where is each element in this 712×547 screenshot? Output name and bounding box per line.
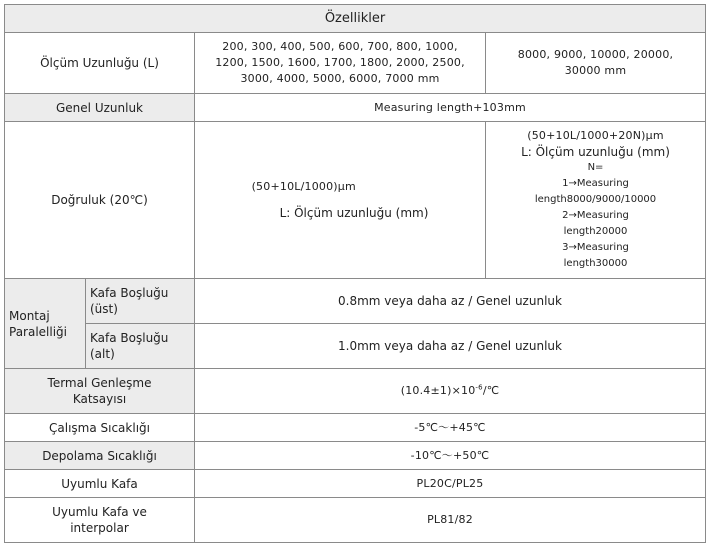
head-clearance-upper-label: Kafa Boşluğu (üst) [86,279,195,324]
measuring-length-label: Ölçüm Uzunluğu (L) [5,33,195,94]
specifications-table [4,4,706,543]
compatible-head-interpolator-label: Uyumlu Kafa ve interpolar [5,498,195,543]
head-clearance-lower-label: Kafa Boşluğu (alt) [86,324,195,369]
storage-temp-label: Depolama Sıcaklığı [5,442,195,470]
overall-length-value: Measuring length+103mm [195,94,706,122]
measuring-length-standard: 200, 300, 400, 500, 600, 700, 800, 1000, 1200, 1500, 1600, 1700, 1800, 2000, 2500, 3000, 4000, 5000, 6000, 7000 mm [195,33,486,94]
measuring-length-long: 8000, 9000, 10000, 20000, 30000 mm [486,33,706,94]
operating-temp-label: Çalışma Sıcaklığı [5,414,195,442]
table-title: Özellikler [5,5,706,33]
compatible-head-label: Uyumlu Kafa [5,470,195,498]
thermal-expansion-value: $(10.4\pm 1)\times 10^{-6}/℃$ [195,369,706,414]
head-clearance-upper-value: 0.8mm veya daha az / Genel uzunluk [195,279,706,324]
thermal-expansion-label: Termal Genleşme Katsayısı [5,369,195,414]
compatible-head-interpolator-value: PL81/82 [195,498,706,543]
accuracy-long: (50+10L/1000+20N)μm L: Ölçüm uzunluğu (mm) N= 1→Measuring length8000/9000/10000 2→Measuring length20000 3→Measuring length30000 [486,122,706,279]
head-clearance-lower-value: 1.0mm veya daha az / Genel uzunluk [195,324,706,369]
accuracy-standard: (50+10L/1000)μm L: Ölçüm uzunluğu (mm) [195,122,486,279]
compatible-head-value: PL20C/PL25 [195,470,706,498]
mounting-parallelism-label: Montaj Paralelliği [5,279,86,369]
operating-temp-value: -5℃～+45℃ [195,414,706,442]
accuracy-label: Doğruluk (20℃) [5,122,195,279]
overall-length-label: Genel Uzunluk [5,94,195,122]
storage-temp-value: -10℃～+50℃ [195,442,706,470]
